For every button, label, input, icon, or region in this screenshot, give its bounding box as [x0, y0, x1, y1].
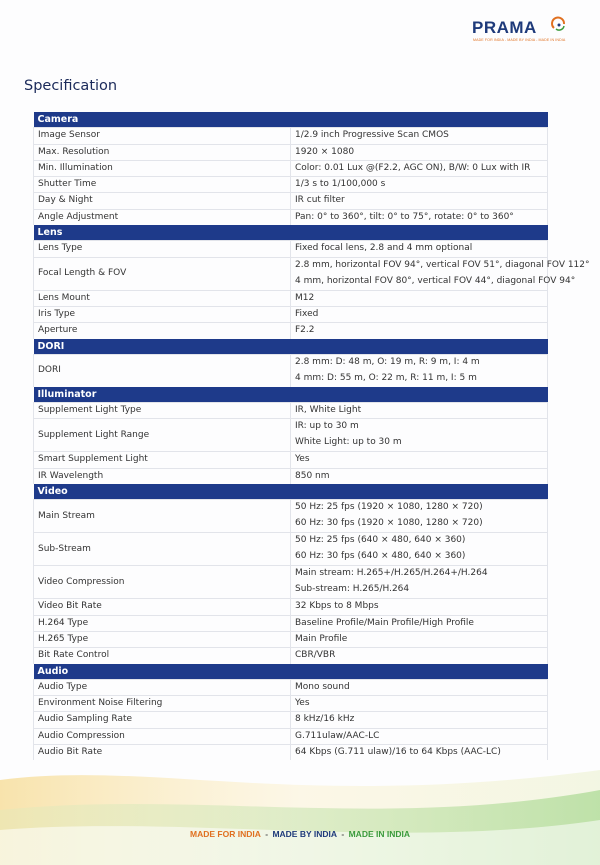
spec-key: Iris Type — [34, 306, 291, 322]
spec-value: 850 nm — [291, 468, 548, 484]
spec-value: 64 Kbps (G.711 ulaw)/16 to 64 Kbps (AAC-LC) — [291, 745, 548, 761]
section-header-audio — [34, 664, 548, 680]
spec-value: Fixed focal lens, 2.8 and 4 mm optional — [291, 241, 548, 257]
section-title: Illuminator — [34, 387, 548, 403]
spec-value: Fixed — [291, 306, 548, 322]
section-title: Camera — [34, 112, 548, 128]
table-row — [34, 403, 548, 419]
spec-value — [291, 257, 590, 290]
footer-made-for-india: MADE FOR INDIA — [190, 829, 261, 839]
spec-value: G.711ulaw/AAC-LC — [291, 728, 548, 744]
table-row — [34, 696, 548, 712]
table-row — [34, 533, 548, 566]
page-title: Specification — [24, 78, 118, 94]
table-row — [34, 468, 548, 484]
spec-key: Audio Type — [34, 679, 291, 695]
spec-value — [291, 419, 548, 452]
spec-key: Focal Length & FOV — [34, 257, 291, 290]
spec-value — [291, 566, 548, 599]
spec-value: Pan: 0° to 360°, tilt: 0° to 75°, rotate: 0° to 360° — [291, 209, 548, 225]
footer-separator: - — [341, 829, 345, 839]
spec-value: Mono sound — [291, 679, 548, 695]
table-row — [34, 354, 548, 387]
table-row — [34, 452, 548, 468]
table-row — [34, 419, 548, 452]
spec-key: Max. Resolution — [34, 144, 291, 160]
prama-logo — [472, 18, 572, 44]
footer-made-in-india: MADE IN INDIA — [348, 829, 410, 839]
spec-key: Day & Night — [34, 193, 291, 209]
spec-value-line: 4 mm, horizontal FOV 80°, vertical FOV 44°, diagonal FOV 94° — [295, 275, 576, 286]
table-row — [34, 615, 548, 631]
spec-value: M12 — [291, 290, 548, 306]
specification-table — [33, 112, 590, 760]
spec-value: Color: 0.01 Lux @(F2.2, AGC ON), B/W: 0 Lux with IR — [291, 160, 548, 176]
spec-value: 32 Kbps to 8 Mbps — [291, 599, 548, 615]
table-row — [34, 306, 548, 322]
table-row — [34, 177, 548, 193]
spec-value: Yes — [291, 696, 548, 712]
section-header-video — [34, 484, 548, 500]
spec-key: Supplement Light Type — [34, 403, 291, 419]
spec-key: Image Sensor — [34, 128, 291, 144]
spec-key: H.265 Type — [34, 631, 291, 647]
spec-key: Lens Mount — [34, 290, 291, 306]
table-row — [34, 631, 548, 647]
spec-value-line: Main stream: H.265+/H.265/H.264+/H.264 — [295, 568, 488, 579]
spec-value: Yes — [291, 452, 548, 468]
spec-value-line: Sub-stream: H.265/H.264 — [295, 584, 410, 595]
table-row — [34, 599, 548, 615]
table-row — [34, 728, 548, 744]
section-title: Lens — [34, 225, 548, 241]
spec-value-line: White Light: up to 30 m — [295, 437, 402, 448]
spec-key: Supplement Light Range — [34, 419, 291, 452]
table-row — [34, 712, 548, 728]
spec-key: Audio Bit Rate — [34, 745, 291, 761]
spec-value: 1/2.9 inch Progressive Scan CMOS — [291, 128, 548, 144]
table-row — [34, 160, 548, 176]
spec-value: IR, White Light — [291, 403, 548, 419]
table-row — [34, 566, 548, 599]
spec-value: F2.2 — [291, 323, 548, 339]
spec-key: Audio Sampling Rate — [34, 712, 291, 728]
spec-key: Environment Noise Filtering — [34, 696, 291, 712]
table-row — [34, 648, 548, 664]
spec-value: 8 kHz/16 kHz — [291, 712, 548, 728]
table-row — [34, 257, 548, 290]
table-row — [34, 745, 548, 761]
spec-value: 1920 × 1080 — [291, 144, 548, 160]
footer-separator: - — [265, 829, 269, 839]
table-row — [34, 209, 548, 225]
spec-value-line: IR: up to 30 m — [295, 421, 359, 432]
spec-value — [291, 500, 548, 533]
spec-value: 1/3 s to 1/100,000 s — [291, 177, 548, 193]
spec-key: Smart Supplement Light — [34, 452, 291, 468]
section-header-dori — [34, 339, 548, 355]
spec-value-line: 4 mm: D: 55 m, O: 22 m, R: 11 m, I: 5 m — [295, 372, 477, 383]
spec-key: Aperture — [34, 323, 291, 339]
spec-value-line: 2.8 mm: D: 48 m, O: 19 m, R: 9 m, I: 4 m — [295, 356, 480, 367]
spec-key: Bit Rate Control — [34, 648, 291, 664]
table-row — [34, 679, 548, 695]
spec-key: Angle Adjustment — [34, 209, 291, 225]
spec-key: Main Stream — [34, 500, 291, 533]
spec-value-line: 60 Hz: 30 fps (1920 × 1080, 1280 × 720) — [295, 518, 483, 529]
table-row — [34, 193, 548, 209]
footer-made-by-india: MADE BY INDIA — [272, 829, 337, 839]
spec-value — [291, 354, 548, 387]
spec-key: Video Compression — [34, 566, 291, 599]
swoosh-icon — [552, 18, 566, 32]
section-header-illuminator — [34, 387, 548, 403]
spec-key: Sub-Stream — [34, 533, 291, 566]
spec-value: CBR/VBR — [291, 648, 548, 664]
section-header-lens — [34, 225, 548, 241]
spec-key: Min. Illumination — [34, 160, 291, 176]
footer-wave-decoration — [0, 760, 600, 865]
spec-value-line: 60 Hz: 30 fps (640 × 480, 640 × 360) — [295, 551, 466, 562]
brand-tagline: MADE FOR INDIA - MADE BY INDIA - MADE IN INDIA — [473, 38, 566, 42]
spec-key: Audio Compression — [34, 728, 291, 744]
spec-value — [291, 533, 548, 566]
section-header-camera — [34, 112, 548, 128]
brand-name: PRAMA — [472, 18, 537, 37]
spec-key: DORI — [34, 354, 291, 387]
spec-value: IR cut filter — [291, 193, 548, 209]
spec-key: Shutter Time — [34, 177, 291, 193]
spec-value: Main Profile — [291, 631, 548, 647]
spec-value-line: 50 Hz: 25 fps (1920 × 1080, 1280 × 720) — [295, 502, 483, 513]
table-row — [34, 144, 548, 160]
spec-value-line: 2.8 mm, horizontal FOV 94°, vertical FOV 51°, diagonal FOV 112° — [295, 259, 590, 270]
spec-key: Video Bit Rate — [34, 599, 291, 615]
spec-key: IR Wavelength — [34, 468, 291, 484]
spec-key: Lens Type — [34, 241, 291, 257]
section-title: DORI — [34, 339, 548, 355]
table-row — [34, 241, 548, 257]
table-row — [34, 290, 548, 306]
spec-value: Baseline Profile/Main Profile/High Profile — [291, 615, 548, 631]
table-row — [34, 323, 548, 339]
section-title: Audio — [34, 664, 548, 680]
spec-value-line: 50 Hz: 25 fps (640 × 480, 640 × 360) — [295, 535, 466, 546]
section-title: Video — [34, 484, 548, 500]
footer-tagline — [0, 829, 600, 839]
table-row — [34, 500, 548, 533]
table-row — [34, 128, 548, 144]
spec-key: H.264 Type — [34, 615, 291, 631]
